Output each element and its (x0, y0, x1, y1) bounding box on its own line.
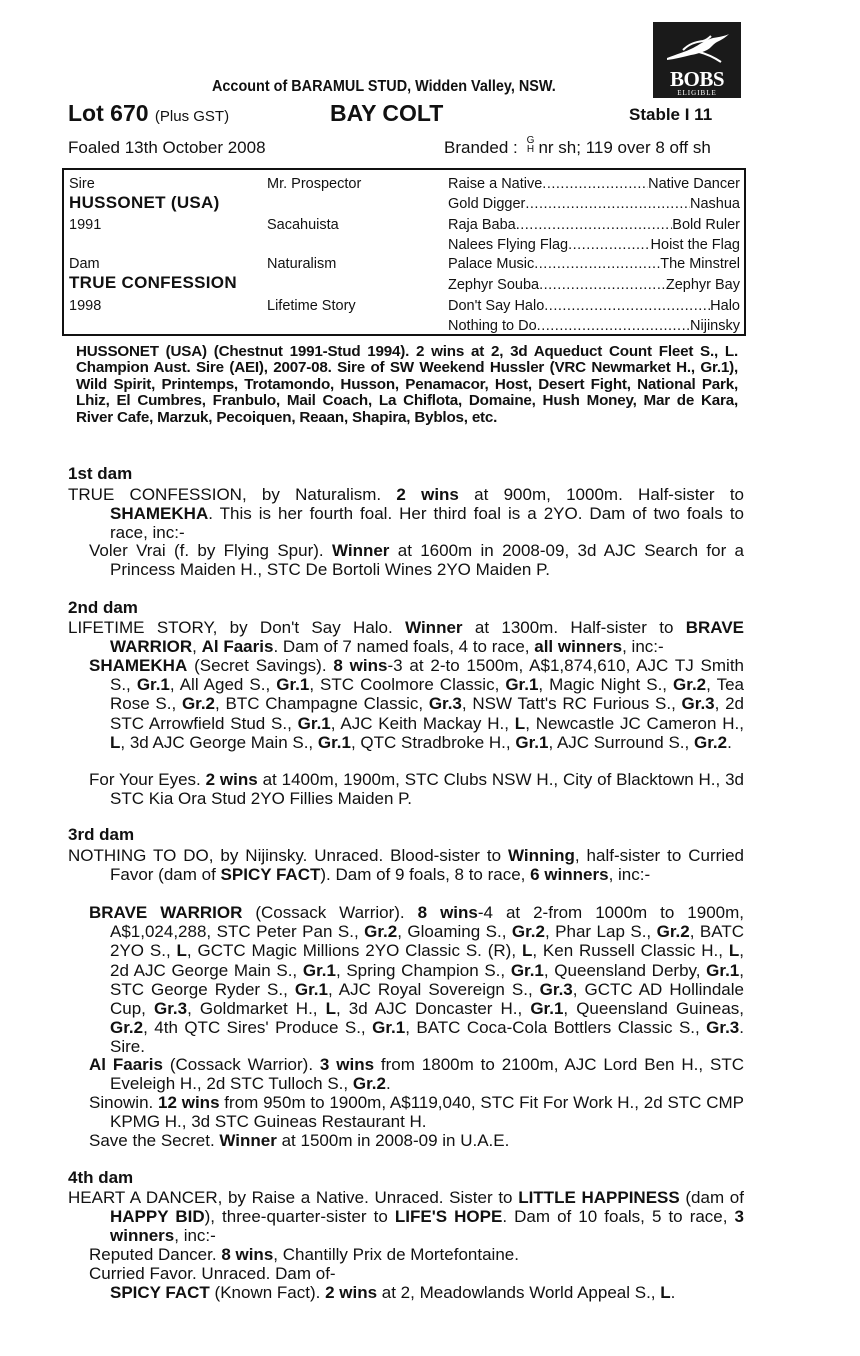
text-run: , inc:- (174, 1226, 216, 1246)
bold-text: Gr.1 (515, 732, 549, 752)
text-run: , Gloaming S., (397, 922, 512, 942)
branded-text: nr sh; 119 over 8 off sh (538, 138, 711, 157)
progeny-paragraph (68, 1245, 744, 1264)
logo-subtext: ELIGIBLE (677, 89, 717, 97)
gen3-row: Gold Digger ..... Nashua (448, 195, 740, 213)
bold-text: Gr.3 (681, 694, 715, 714)
text-run: at 1600m in 2008-09, 3d AJC Search for a Princess Maiden H., STC De Bortoli Wines 2YO Maiden P. (110, 541, 744, 580)
section-heading-3rd-dam: 3rd dam (68, 825, 135, 844)
text-run: Curried Favor. Unraced. Dam of- (89, 1264, 336, 1283)
bold-text: Gr.2 (656, 922, 690, 942)
gen3-row: Don't Say Halo ..... Halo (448, 297, 740, 315)
bold-text: 8 wins (417, 903, 478, 922)
text-run: at 1400m, 1900m, STC Clubs NSW H., City of Blacktown H., 3d STC Kia Ora Stud 2YO Fillies Maiden P. (110, 770, 744, 809)
text-run: Save the Secret. (89, 1131, 220, 1150)
text-run: , BATC 2YO S., (110, 922, 744, 961)
text-run: , AJC Royal Sovereign S., (327, 979, 540, 999)
progeny-paragraph (68, 903, 744, 1057)
brand-bottom: H (526, 144, 535, 155)
pedigree-table (62, 168, 746, 336)
section-heading-4th-dam: 4th dam (68, 1168, 134, 1187)
bold-text: Gr.2 (110, 1018, 144, 1038)
sire-year: 1991 (69, 217, 102, 233)
bold-text: Gr.3 (539, 979, 573, 999)
text-run: . Dam of 7 named foals, 4 to race, (273, 637, 535, 657)
text-run: LIFETIME STORY, by Don't Say Halo. (68, 618, 406, 637)
text-run: , STC George Ryder S., (110, 960, 744, 999)
bold-text: Gr.3 (706, 1018, 740, 1038)
text-run: Voler Vrai (f. by Flying Spur). (89, 541, 332, 560)
bold-text: 3 wins (319, 1055, 375, 1074)
text-run: , Magic Night S., (538, 675, 674, 695)
progeny-paragraph (68, 1093, 744, 1131)
bold-text: Gr.3 (153, 999, 188, 1019)
bold-text: Gr.1 (136, 675, 170, 695)
progeny-paragraph (68, 1131, 744, 1150)
section-heading-2nd-dam: 2nd dam (68, 598, 138, 617)
text-run: ). Dam of 9 foals, 8 to race, (320, 865, 531, 885)
vendor-account: Account of BARAMUL STUD, Widden Valley, NSW. (212, 78, 556, 95)
bold-text: L (728, 941, 740, 961)
bold-text: L (521, 941, 533, 961)
bold-text: Winner (331, 541, 390, 560)
text-run: , AJC Keith Mackay H., (330, 713, 515, 733)
bold-text: Gr.1 (297, 713, 331, 733)
bold-text: LITTLE HAPPINESS (518, 1188, 680, 1207)
sire-name: HUSSONET (USA) (69, 193, 220, 212)
text-run: -3 at 2-to 1500m, A$1,874,610, AJC TJ Smith S., (110, 656, 744, 695)
text-run: HEART A DANCER, by Raise a Native. Unraced. Sister to (68, 1188, 519, 1207)
text-run: (Cossack Warrior). (162, 1055, 320, 1074)
text-run: (Cossack Warrior). (242, 903, 418, 922)
bold-text: all winners (534, 637, 623, 657)
bold-text: Gr.1 (276, 675, 310, 695)
text-run: , AJC Surround S., (548, 732, 694, 752)
dam-label: Dam (69, 256, 100, 272)
text-run: , Chantilly Prix de Mortefontaine. (273, 1245, 519, 1264)
text-run: , Spring Champion S., (335, 960, 511, 980)
foaled-date: Foaled 13th October 2008 (68, 138, 266, 157)
text-run: , (192, 637, 202, 657)
text-run: at 1500m in 2008-09 in U.A.E. (276, 1131, 510, 1150)
brand-mark (524, 136, 536, 154)
text-run: , GCTC AD Hollindale Cup, (110, 979, 744, 1019)
text-run: , All Aged S., (169, 675, 277, 695)
text-run: , BATC Coca-Cola Bottlers Classic S., (405, 1018, 707, 1038)
branded-info (444, 135, 711, 158)
dam-name: TRUE CONFESSION (69, 273, 237, 292)
bold-text: 8 wins (333, 656, 388, 675)
bold-text: Gr.1 (530, 999, 564, 1019)
gen3-row: Raise a Native ..... Native Dancer (448, 175, 740, 193)
gen3-row: Raja Baba ..... Bold Ruler (448, 216, 740, 234)
gen3-row: Nothing to Do ..... Nijinsky (448, 317, 740, 335)
text-run: , Tea Rose S., (110, 675, 744, 714)
text-run: , Goldmarket H., (187, 999, 326, 1019)
text-run: TRUE CONFESSION, by Naturalism. (68, 485, 397, 504)
text-run: . Sire. (110, 1018, 744, 1057)
text-run: (dam of (679, 1188, 744, 1207)
bold-text: LIFE'S HOPE (394, 1207, 503, 1227)
bold-text: Gr.1 (317, 732, 351, 752)
text-run: . (385, 1074, 391, 1094)
sire-summary: HUSSONET (USA) (Chestnut 1991-Stud 1994). 2 wins at 2, 3d Aqueduct Count Fleet S., L. Champion Aust. Sire (AEI), 2007-08. Sire of SW Weekend Hussler (VRC Newmarket H., Gr.1), Wild Spirit, Printemps, Trotamondo, Husson, Penamacor, Host, Desert Fight, National Park, Lhiz, El Cumbres, Franbulo, Mail Coach, La Chiflota, Domaine, Hush Money, Mar de Kara, River Cafe, Marzuk, Pecoiquen, Reaan, Shapira, Byblos, etc. (76, 343, 738, 426)
progeny-paragraph (68, 656, 744, 752)
bold-text: Gr.2 (364, 922, 398, 942)
gen2-sire-dam: Sacahuista (267, 217, 339, 233)
dam-paragraph (68, 485, 744, 543)
progeny-paragraph (89, 1283, 744, 1302)
text-run: , Ken Russell Classic H., (532, 941, 729, 961)
gen3-row: Zephyr Souba ..... Zephyr Bay (448, 276, 740, 294)
horse-description: BAY COLT (330, 100, 444, 126)
text-run: -4 at 2-from 1000m to 1900m, A$1,024,288, STC Peter Pan S., (110, 903, 744, 942)
bold-text: BRAVE WARRIOR (89, 903, 243, 922)
bold-text: L (514, 713, 526, 733)
bold-text: 2 wins (205, 770, 258, 789)
text-run: (Known Fact). (209, 1283, 326, 1302)
text-run: , QTC Stradbroke H., (350, 732, 516, 752)
bold-text: L (660, 1283, 671, 1302)
text-run: at 900m, 1000m. Half-sister to (458, 485, 745, 504)
text-run: at 1300m. Half-sister to (462, 618, 686, 637)
gen3-row: Palace Music ..... The Minstrel (448, 255, 740, 273)
bold-text: Gr.2 (181, 694, 216, 714)
bold-text: Gr.1 (294, 979, 328, 999)
bold-text: Winning (507, 846, 575, 865)
dam-year: 1998 (69, 298, 102, 314)
text-run: , NSW Tatt's RC Furious S., (461, 694, 682, 714)
text-run: . (670, 1283, 676, 1302)
bold-text: 2 wins (396, 485, 459, 504)
text-run: , Newcastle JC Cameron H., (525, 713, 745, 733)
text-run: , Queensland Derby, (543, 960, 707, 980)
bold-text: SPICY FACT (110, 1283, 210, 1302)
bold-text: BRAVE WARRIOR (110, 618, 744, 657)
progeny-paragraph (68, 1055, 744, 1093)
bold-text: Winner (405, 618, 463, 637)
bold-text: L (325, 999, 336, 1019)
text-run: , Queensland Guineas, (563, 999, 744, 1019)
bold-text: 2 wins (325, 1283, 378, 1302)
section-heading-1st-dam: 1st dam (68, 464, 133, 483)
progeny-paragraph (68, 541, 744, 579)
text-run: , 4th QTC Sires' Produce S., (143, 1018, 373, 1038)
text-run: NOTHING TO DO, by Nijinsky. Unraced. Blood-sister to (68, 846, 508, 865)
gen3-row: Nalees Flying Flag ..... Hoist the Flag (448, 236, 740, 254)
logo-text: BOBS (669, 67, 725, 91)
stable-location: Stable I 11 (629, 105, 713, 124)
text-run: at 2, Meadowlands World Appeal S., (377, 1283, 661, 1302)
branded-label: Branded : (444, 138, 518, 157)
text-run: , 2d AJC George Main S., (110, 941, 744, 980)
text-run: from 950m to 1900m, A$119,040, STC Fit For Work H., 2d STC CMP KPMG H., 3d STC Guineas Restaurant H. (110, 1093, 744, 1132)
text-run: . This is her fourth foal. Her third foal is a 2YO. Dam of two foals to race, inc:- (110, 504, 744, 543)
bold-text: Al Faaris (201, 637, 274, 657)
text-run: , 3d AJC Doncaster H., (335, 999, 531, 1019)
text-run: , inc:- (608, 865, 651, 885)
bold-text: Gr.1 (510, 960, 544, 980)
gen2-sire-sire: Mr. Prospector (267, 176, 362, 192)
bold-text: 6 winners (530, 865, 609, 885)
bold-text: SPICY FACT (220, 865, 321, 885)
bold-text: L (110, 732, 121, 752)
text-run: , inc:- (622, 637, 664, 657)
bold-text: Winner (219, 1131, 277, 1150)
bold-text: L (176, 941, 187, 961)
bold-text: Gr.1 (302, 960, 336, 980)
text-run: (Secret Savings). (187, 656, 334, 675)
bold-text: 12 wins (158, 1093, 220, 1112)
bobs-eligible-logo (653, 22, 741, 98)
text-run: Reputed Dancer. (89, 1245, 222, 1264)
bold-text: Gr.2 (693, 732, 728, 752)
progeny-paragraph (68, 770, 744, 808)
brand-top: G (526, 135, 535, 146)
text-run: . Dam of 10 foals, 5 to race, (502, 1207, 735, 1227)
bold-text: Gr.1 (505, 675, 539, 695)
text-run: , 3d AJC George Main S., (120, 732, 318, 752)
dam-paragraph (68, 846, 744, 884)
text-run: , 2d STC Arrowfield Stud S., (110, 694, 745, 733)
bold-text: 8 wins (221, 1245, 274, 1264)
text-run: For Your Eyes. (89, 770, 206, 789)
text-run: , STC Coolmore Classic, (309, 675, 506, 695)
bold-text: Gr.1 (706, 960, 740, 980)
bold-text: HAPPY BID (110, 1207, 205, 1227)
bold-text: Al Faaris (89, 1055, 163, 1074)
text-run: ), three-quarter-sister to (204, 1207, 395, 1227)
bold-text: Gr.1 (372, 1018, 406, 1038)
gen2-dam-dam: Lifetime Story (267, 298, 356, 314)
text-run: , Phar Lap S., (544, 922, 657, 942)
bold-text: Gr.2 (673, 675, 707, 695)
bold-text: Gr.3 (428, 694, 462, 714)
bold-text: Gr.2 (511, 922, 545, 942)
gen2-dam-sire: Naturalism (267, 256, 337, 272)
lot-number (68, 100, 229, 127)
text-run: . (727, 732, 732, 752)
lot-label: Lot 670 (68, 100, 149, 126)
horse-icon (663, 28, 731, 66)
bold-text: 3 winners (110, 1207, 745, 1246)
text-run: Sinowin. (89, 1093, 159, 1112)
dam-paragraph (68, 1188, 744, 1246)
progeny-paragraph (68, 1264, 744, 1283)
bold-text: Gr.2 (352, 1074, 386, 1094)
lot-note: (Plus GST) (154, 108, 230, 125)
sire-label: Sire (69, 176, 95, 192)
dam-paragraph (68, 618, 744, 656)
text-run: from 1800m to 2100m, AJC Lord Ben H., STC Eveleigh H., 2d STC Tulloch S., (110, 1055, 744, 1094)
text-run: , half-sister to Curried Favor (dam of (110, 846, 745, 885)
text-run: , GCTC Magic Millions 2YO Classic S. (R), (186, 941, 522, 961)
bold-text: SHAMEKHA (110, 504, 209, 524)
text-run: , BTC Champagne Classic, (215, 694, 429, 714)
bold-text: SHAMEKHA (89, 656, 188, 675)
